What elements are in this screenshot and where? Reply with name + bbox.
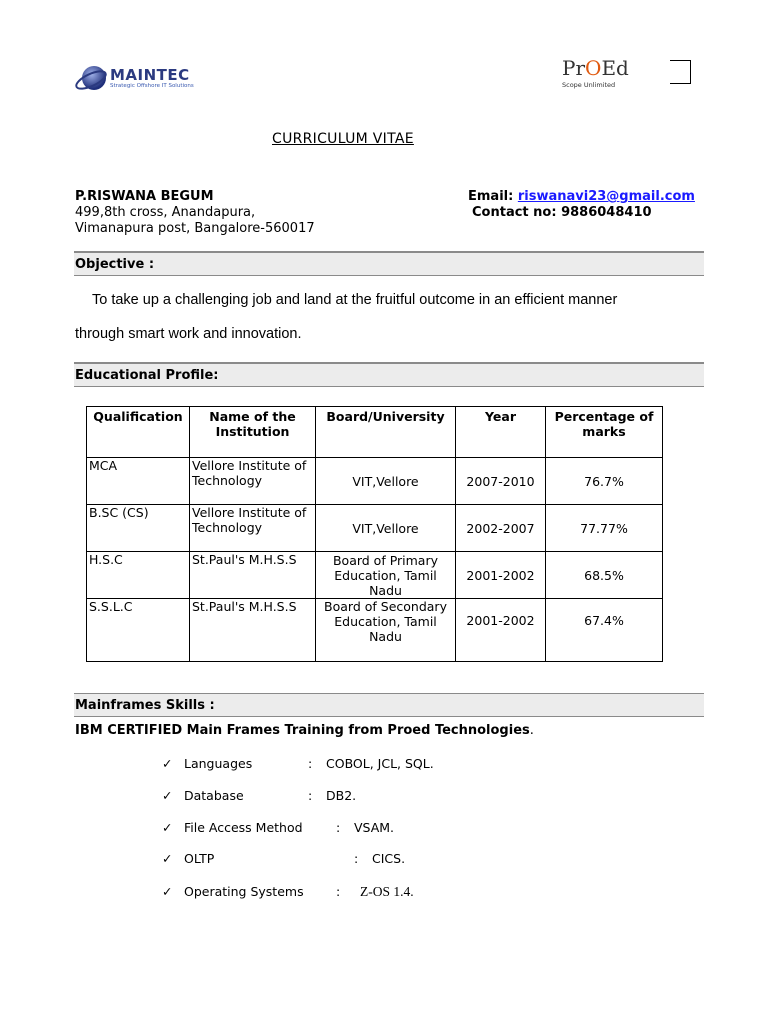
page-title: CURRICULUM VITAE <box>272 131 414 147</box>
maintec-logo-name: MAINTEC <box>110 66 190 84</box>
table-row <box>87 599 663 662</box>
objective-text-line-2: through smart work and innovation. <box>75 326 302 342</box>
proed-logo-tagline: Scope Unlimited <box>562 81 616 89</box>
cell-institution: St.Paul's M.H.S.S <box>190 552 316 599</box>
skill-colon: : <box>336 820 341 835</box>
proed-logo-frame <box>670 60 691 84</box>
skill-value: VSAM. <box>354 820 395 835</box>
checkmark-icon: ✓ <box>162 788 173 803</box>
email-label: Email: <box>468 189 518 204</box>
cell-institution: Vellore Institute of Technology <box>190 505 316 552</box>
cell-year: 2002-2007 <box>456 505 546 552</box>
col-institution: Name of the Institution <box>190 407 316 458</box>
cell-qualification: B.SC (CS) <box>87 505 190 552</box>
table-header-row <box>87 407 663 458</box>
skill-colon: : <box>336 884 341 899</box>
skill-colon: : <box>308 788 313 803</box>
cell-percentage: 77.77% <box>546 505 663 552</box>
email-link[interactable]: riswanavi23@gmail.com <box>517 189 695 204</box>
checkmark-icon: ✓ <box>162 756 173 771</box>
cell-year: 2001-2002 <box>456 552 546 599</box>
mainframes-heading: Mainframes Skills : <box>74 693 704 717</box>
maintec-logo-tagline: Strategic Offshore IT Solutions <box>110 83 194 89</box>
col-board: Board/University <box>316 407 456 458</box>
proed-logo <box>558 58 692 88</box>
table-row <box>87 552 663 599</box>
skill-label: Database <box>184 788 244 803</box>
phone-line <box>472 205 652 220</box>
cell-year: 2007-2010 <box>456 458 546 505</box>
table-row <box>87 505 663 552</box>
cell-board: VIT,Vellore <box>316 458 456 505</box>
cell-qualification: S.S.L.C <box>87 599 190 662</box>
skill-label: File Access Method <box>184 820 303 835</box>
checkmark-icon: ✓ <box>162 820 173 835</box>
skill-value: Z-OS 1.4. <box>360 884 414 899</box>
skill-value: COBOL, JCL, SQL. <box>326 756 434 771</box>
address-line-2: Vimanapura post, Bangalore-560017 <box>75 221 315 236</box>
objective-text-line-1: To take up a challenging job and land at the fruitful outcome in an efficient manner <box>92 292 618 308</box>
skill-label: Operating Systems <box>184 884 304 899</box>
cell-board: Board of Primary Education, Tamil Nadu <box>316 552 456 599</box>
maintec-logo <box>74 58 224 98</box>
certification-line <box>75 723 534 738</box>
cell-percentage: 67.4% <box>546 599 663 662</box>
email-line <box>468 189 695 204</box>
certification-period: . <box>529 723 534 738</box>
proed-logo-name: PrOEd <box>562 56 629 80</box>
skill-colon: : <box>354 851 359 866</box>
phone-number: 9886048410 <box>561 205 652 220</box>
skill-label: Languages <box>184 756 253 771</box>
skill-label: OLTP <box>184 851 215 866</box>
education-heading: Educational Profile: <box>74 362 704 387</box>
col-percentage: Percentage of marks <box>546 407 663 458</box>
col-qualification: Qualification <box>87 407 190 458</box>
cell-percentage: 68.5% <box>546 552 663 599</box>
cell-board: Board of Secondary Education, Tamil Nadu <box>316 599 456 662</box>
address-line-1: 499,8th cross, Anandapura, <box>75 205 256 220</box>
cell-institution: Vellore Institute of Technology <box>190 458 316 505</box>
candidate-name: P.RISWANA BEGUM <box>75 189 214 204</box>
maintec-globe-icon <box>74 60 110 96</box>
checkmark-icon: ✓ <box>162 884 173 899</box>
skill-colon: : <box>308 756 313 771</box>
cell-qualification: H.S.C <box>87 552 190 599</box>
cell-board: VIT,Vellore <box>316 505 456 552</box>
phone-label: Contact no: <box>472 205 562 220</box>
education-table <box>86 406 663 662</box>
cell-qualification: MCA <box>87 458 190 505</box>
cell-percentage: 76.7% <box>546 458 663 505</box>
table-row <box>87 458 663 505</box>
checkmark-icon: ✓ <box>162 851 173 866</box>
col-year: Year <box>456 407 546 458</box>
skill-value: DB2. <box>326 788 357 803</box>
skill-value: CICS. <box>372 851 406 866</box>
cell-institution: St.Paul's M.H.S.S <box>190 599 316 662</box>
cell-year: 2001-2002 <box>456 599 546 662</box>
certification-text: IBM CERTIFIED Main Frames Training from Proed Technologies <box>75 723 530 738</box>
objective-heading: Objective : <box>74 251 704 276</box>
